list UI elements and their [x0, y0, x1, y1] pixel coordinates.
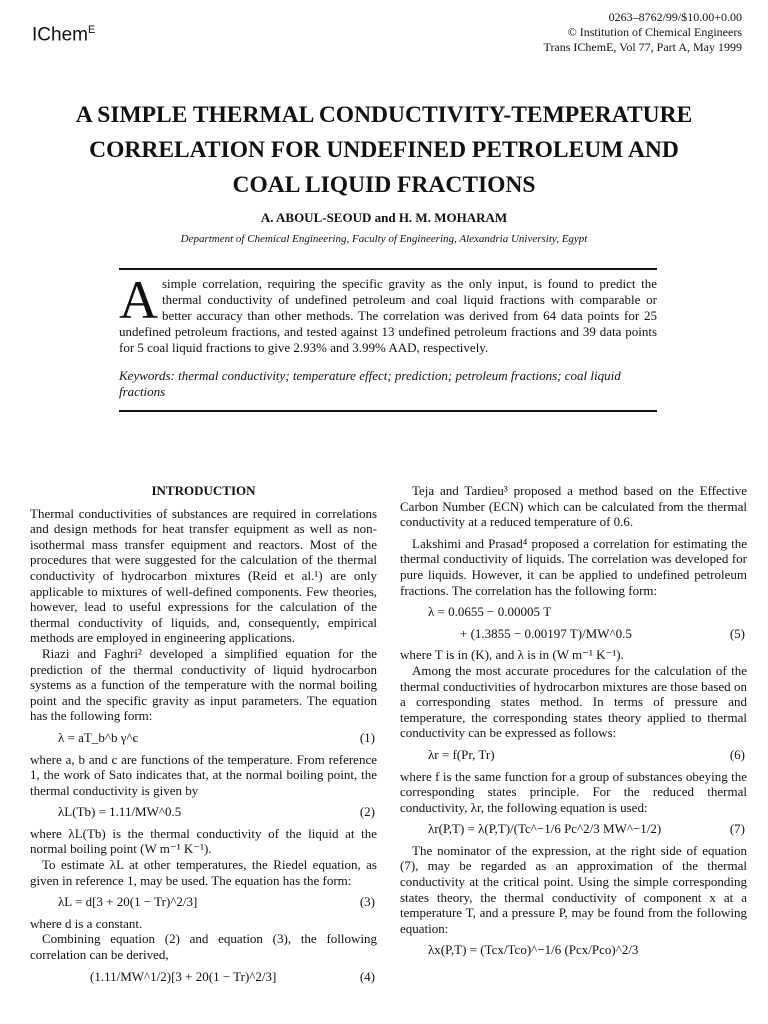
equation-6: λr = f(Pr, Tr) (6) [428, 746, 745, 762]
issn-line: 0263–8762/99/$10.00+0.00 [608, 10, 742, 24]
equation-5a: λ = 0.0655 − 0.00005 T [428, 604, 552, 620]
paragraph: where a, b and c are functions of the temperature. From reference 1, the work of Sato indicates that, at the normal boiling point, the thermal conductivity is given by [30, 751, 377, 798]
paragraph: Thermal conductivities of substances are required in correlations and design methods for heat transfer equipment as well as non-isothermal mass transfer equipment and reactors. Most of the procedures that were suggested for the calculation of the thermal conductivity of hydrocarbon mixtures (Reid et al.¹) are only applicable to mixtures of well-defined components. Few theories, however, lead to useful expressions for the calculation of the thermal conductivity of liquids, and, consequently, empirical methods are employed in engineering applications. [30, 505, 377, 646]
paragraph: where λL(Tb) is the thermal conductivity of the liquid at the normal boiling point (W m⁻¹ K⁻¹). [30, 825, 377, 857]
paragraph: Lakshimi and Prasad⁴ proposed a correlation for estimating the thermal conductivity of liquids. The correlation was developed for pure liquids. However, it can be applied to undefined petroleum fractions. The correlation has the following form: [400, 535, 747, 598]
section-heading: INTRODUCTION [151, 483, 256, 498]
abstract-box [119, 268, 657, 412]
paragraph: Combining equation (2) and equation (3), the following correlation can be derived, [30, 931, 377, 963]
equation-4: (1.11/MW^1/2)[3 + 20(1 − Tr)^2/3] (4) [90, 968, 375, 984]
paragraph: where d is a constant. [30, 915, 143, 931]
citation-line: Trans IChemE, Vol 77, Part A, May 1999 [543, 40, 742, 54]
paragraph: Riazi and Faghri² developed a simplified equation for the prediction of the thermal conductivity of liquid hydrocarbon systems as a function of the temperature with the normal boiling point and the specific gravity as input parameters. The equation has the following form: [30, 645, 377, 724]
publication-meta [544, 10, 742, 55]
affiliation: Department of Chemical Engineering, Faculty of Engineering, Alexandria University, Egypt [180, 233, 588, 245]
abstract: Asimple correlation, requiring the specific gravity as the only input, is found to predict the thermal conductivity of undefined petroleum and coal liquid fractions with comparable or better accuracy than other methods. The correlation was derived from 64 data points for 25 undefined petroleum fractions, and tested against 13 undefined petroleum fractions and 39 data points for 5 coal liquid fractions to give 2.93% and 3.99% AAD, respectively. [119, 270, 657, 355]
paragraph: Teja and Tardieu³ proposed a method based on the Effective Carbon Number (ECN) which can be calculated from the thermal conductivity at a reduced temperature of 0.6. [400, 483, 747, 530]
equation-3: λL = d[3 + 20(1 − Tr)^2/3] (3) [58, 894, 375, 910]
equation-1: λ = aT_b^b γ^c (1) [58, 729, 375, 745]
paragraph: To estimate λL at other temperatures, the Riedel equation, as given in reference 1, may be used. The equation has the form: [30, 857, 377, 888]
paragraph: where f is the same function for a group of substances obeying the corresponding states principle. For the reduced thermal conductivity, λr, the following equation is used: [400, 768, 747, 815]
left-column [30, 483, 377, 990]
authors: A. ABOUL-SEOUD and H. M. MOHARAM [260, 210, 508, 225]
keywords: Keywords: thermal conductivity; temperature effect; prediction; petroleum fractions; coal liquid fractions [119, 368, 621, 399]
paragraph: Among the most accurate procedures for the calculation of the thermal conductivities of hydrocarbon mixtures are those based on a corresponding states method. In terms of pressure and temperature, the corresponding states theory applied to thermal conductivity can be expressed as follows: [400, 662, 747, 741]
paragraph: The nominator of the expression, at the right side of equation (7), may be regarded as an approximation of the thermal conductivity at the critical point. Using the simple corresponding states theory, the thermal conductivity of component x at a temperature T, and a pressure P, may be found from the following equation: [400, 842, 747, 936]
equation-8: λx(P,T) = (Tcx/Tco)^−1/6 (Pcx/Pco)^2/3 [428, 942, 639, 958]
paragraph: where T is in (K), and λ is in (W m⁻¹ K⁻¹). [400, 647, 624, 663]
equation-7: λr(P,T) = λ(P,T)/(Tc^−1/6 Pc^2/3 MW^−1/2) (7) [428, 821, 745, 837]
paper-title: A SIMPLE THERMAL CONDUCTIVITY-TEMPERATURE CORRELATION FOR UNDEFINED PETROLEUM AND COAL LIQUID FRACTIONS [75, 102, 693, 198]
copyright-line: © Institution of Chemical Engineers [567, 25, 742, 39]
journal-logo: IChem$^E$ [32, 24, 96, 46]
right-column [400, 483, 747, 964]
equation-5b: + (1.3855 − 0.00197 T)/MW^0.5 (5) [460, 625, 745, 641]
equation-2: λL(Tb) = 1.11/MW^0.5 (2) [58, 804, 375, 820]
drop-cap: A [119, 270, 158, 330]
